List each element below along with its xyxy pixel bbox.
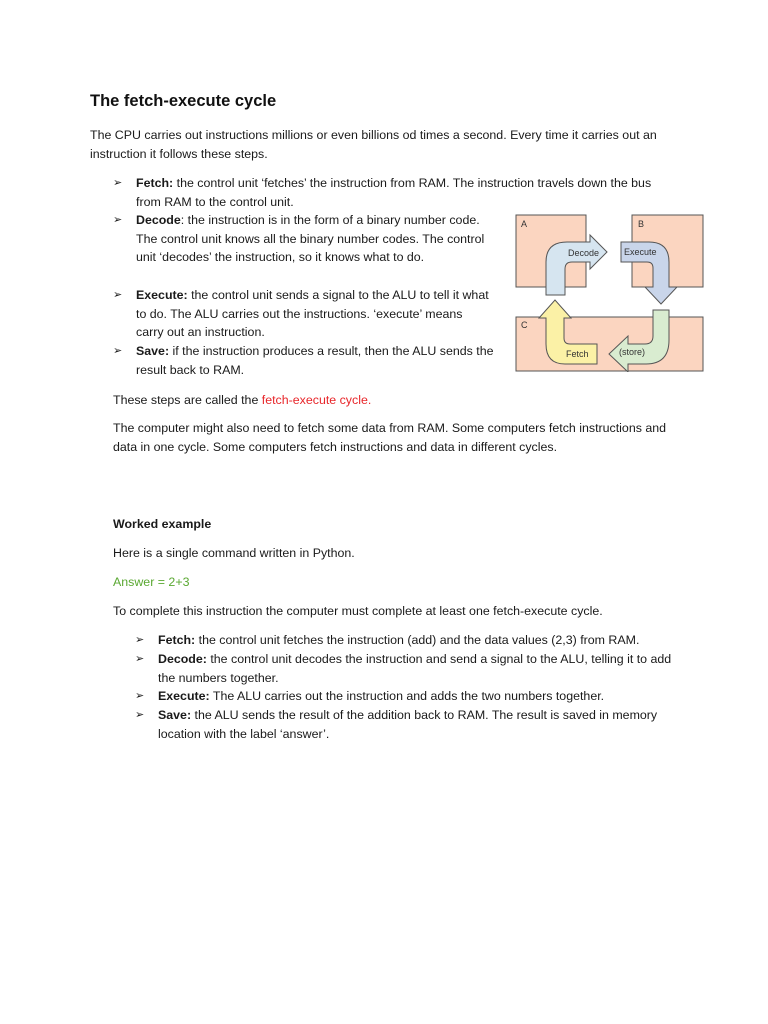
step-label: Decode <box>136 213 181 227</box>
step-text: the control unit ‘fetches’ the instruction from RAM. The instruction travels down the bus from RAM to the control unit. <box>136 176 652 209</box>
bullet-arrow-icon: ➢ <box>135 690 145 702</box>
bullet-arrow-icon: ➢ <box>135 634 145 646</box>
bullet-arrow-icon: ➢ <box>113 289 123 301</box>
step-text: the control unit fetches the instruction (add) and the data values (2,3) from RAM. <box>195 633 640 647</box>
complete-paragraph: To complete this instruction the computer must complete at least one fetch-execute cycle. <box>113 604 603 618</box>
step-decode <box>136 211 504 267</box>
step-label: Execute: <box>158 689 210 703</box>
step-fetch <box>136 174 676 211</box>
step-text: if the instruction produces a result, then the ALU sends the result back to RAM. <box>136 344 494 377</box>
bullet-arrow-icon: ➢ <box>113 214 123 226</box>
step-label: Fetch: <box>158 633 196 647</box>
called-paragraph <box>113 391 673 410</box>
bullet-arrow-icon: ➢ <box>113 345 123 357</box>
called-text: These steps are called the <box>113 393 262 407</box>
example-step-execute <box>158 687 683 706</box>
store-label: (store) <box>619 347 646 357</box>
box-a-label: A <box>521 219 528 229</box>
step-label: Save: <box>136 344 170 358</box>
execute-label: Execute <box>624 247 657 257</box>
worked-example-title: Worked example <box>113 517 212 531</box>
called-highlight: fetch-execute cycle. <box>261 393 372 407</box>
step-text: the control unit decodes the instruction and send a signal to the ALU, telling it to add the numbers together. <box>158 652 672 685</box>
code-line: Answer = 2+3 <box>113 575 190 589</box>
more-data-paragraph: The computer might also need to fetch some data from RAM. Some computers fetch instructions and data in one cycle. Some computers fetch instructions and data in different cycles. <box>113 421 667 454</box>
step-text: the control unit sends a signal to the ALU to tell it what to do. The ALU carries out the instructions. ‘execute’ means carry out an instruction. <box>136 288 489 340</box>
box-c <box>516 317 703 371</box>
bullet-arrow-icon: ➢ <box>135 653 145 665</box>
step-label: Fetch: <box>136 176 174 190</box>
step-text: the ALU sends the result of the addition back to RAM. The result is saved in memory location with the label ‘answer’. <box>158 708 658 741</box>
bullet-arrow-icon: ➢ <box>113 177 123 189</box>
bullet-arrow-icon: ➢ <box>135 709 145 721</box>
decode-label: Decode <box>568 248 600 258</box>
step-label: Decode: <box>158 652 207 666</box>
example-step-decode <box>158 650 683 687</box>
step-execute <box>136 286 491 342</box>
step-save <box>136 342 506 379</box>
worked-example-heading <box>113 515 211 534</box>
step-text: The ALU carries out the instruction and adds the two numbers together. <box>209 689 605 703</box>
fetch-execute-diagram <box>515 214 705 377</box>
page-title: The fetch-execute cycle <box>90 92 277 110</box>
step-label: Save: <box>158 708 192 722</box>
python-intro: Here is a single command written in Python. <box>113 546 355 560</box>
intro-paragraph: The CPU carries out instructions millions or even billions od times a second. Every time it carries out an instruction it follows these steps. <box>90 128 657 161</box>
step-text: : the instruction is in the form of a binary number code. The control unit knows all the binary number codes. The control unit ‘decodes’ the instruction, so it knows what to do. <box>136 213 485 265</box>
box-b-label: B <box>638 219 645 229</box>
example-step-save <box>158 706 683 743</box>
box-c-label: C <box>521 320 528 330</box>
fetch-label: Fetch <box>566 349 589 359</box>
example-step-fetch <box>158 631 683 650</box>
step-label: Execute: <box>136 288 188 302</box>
